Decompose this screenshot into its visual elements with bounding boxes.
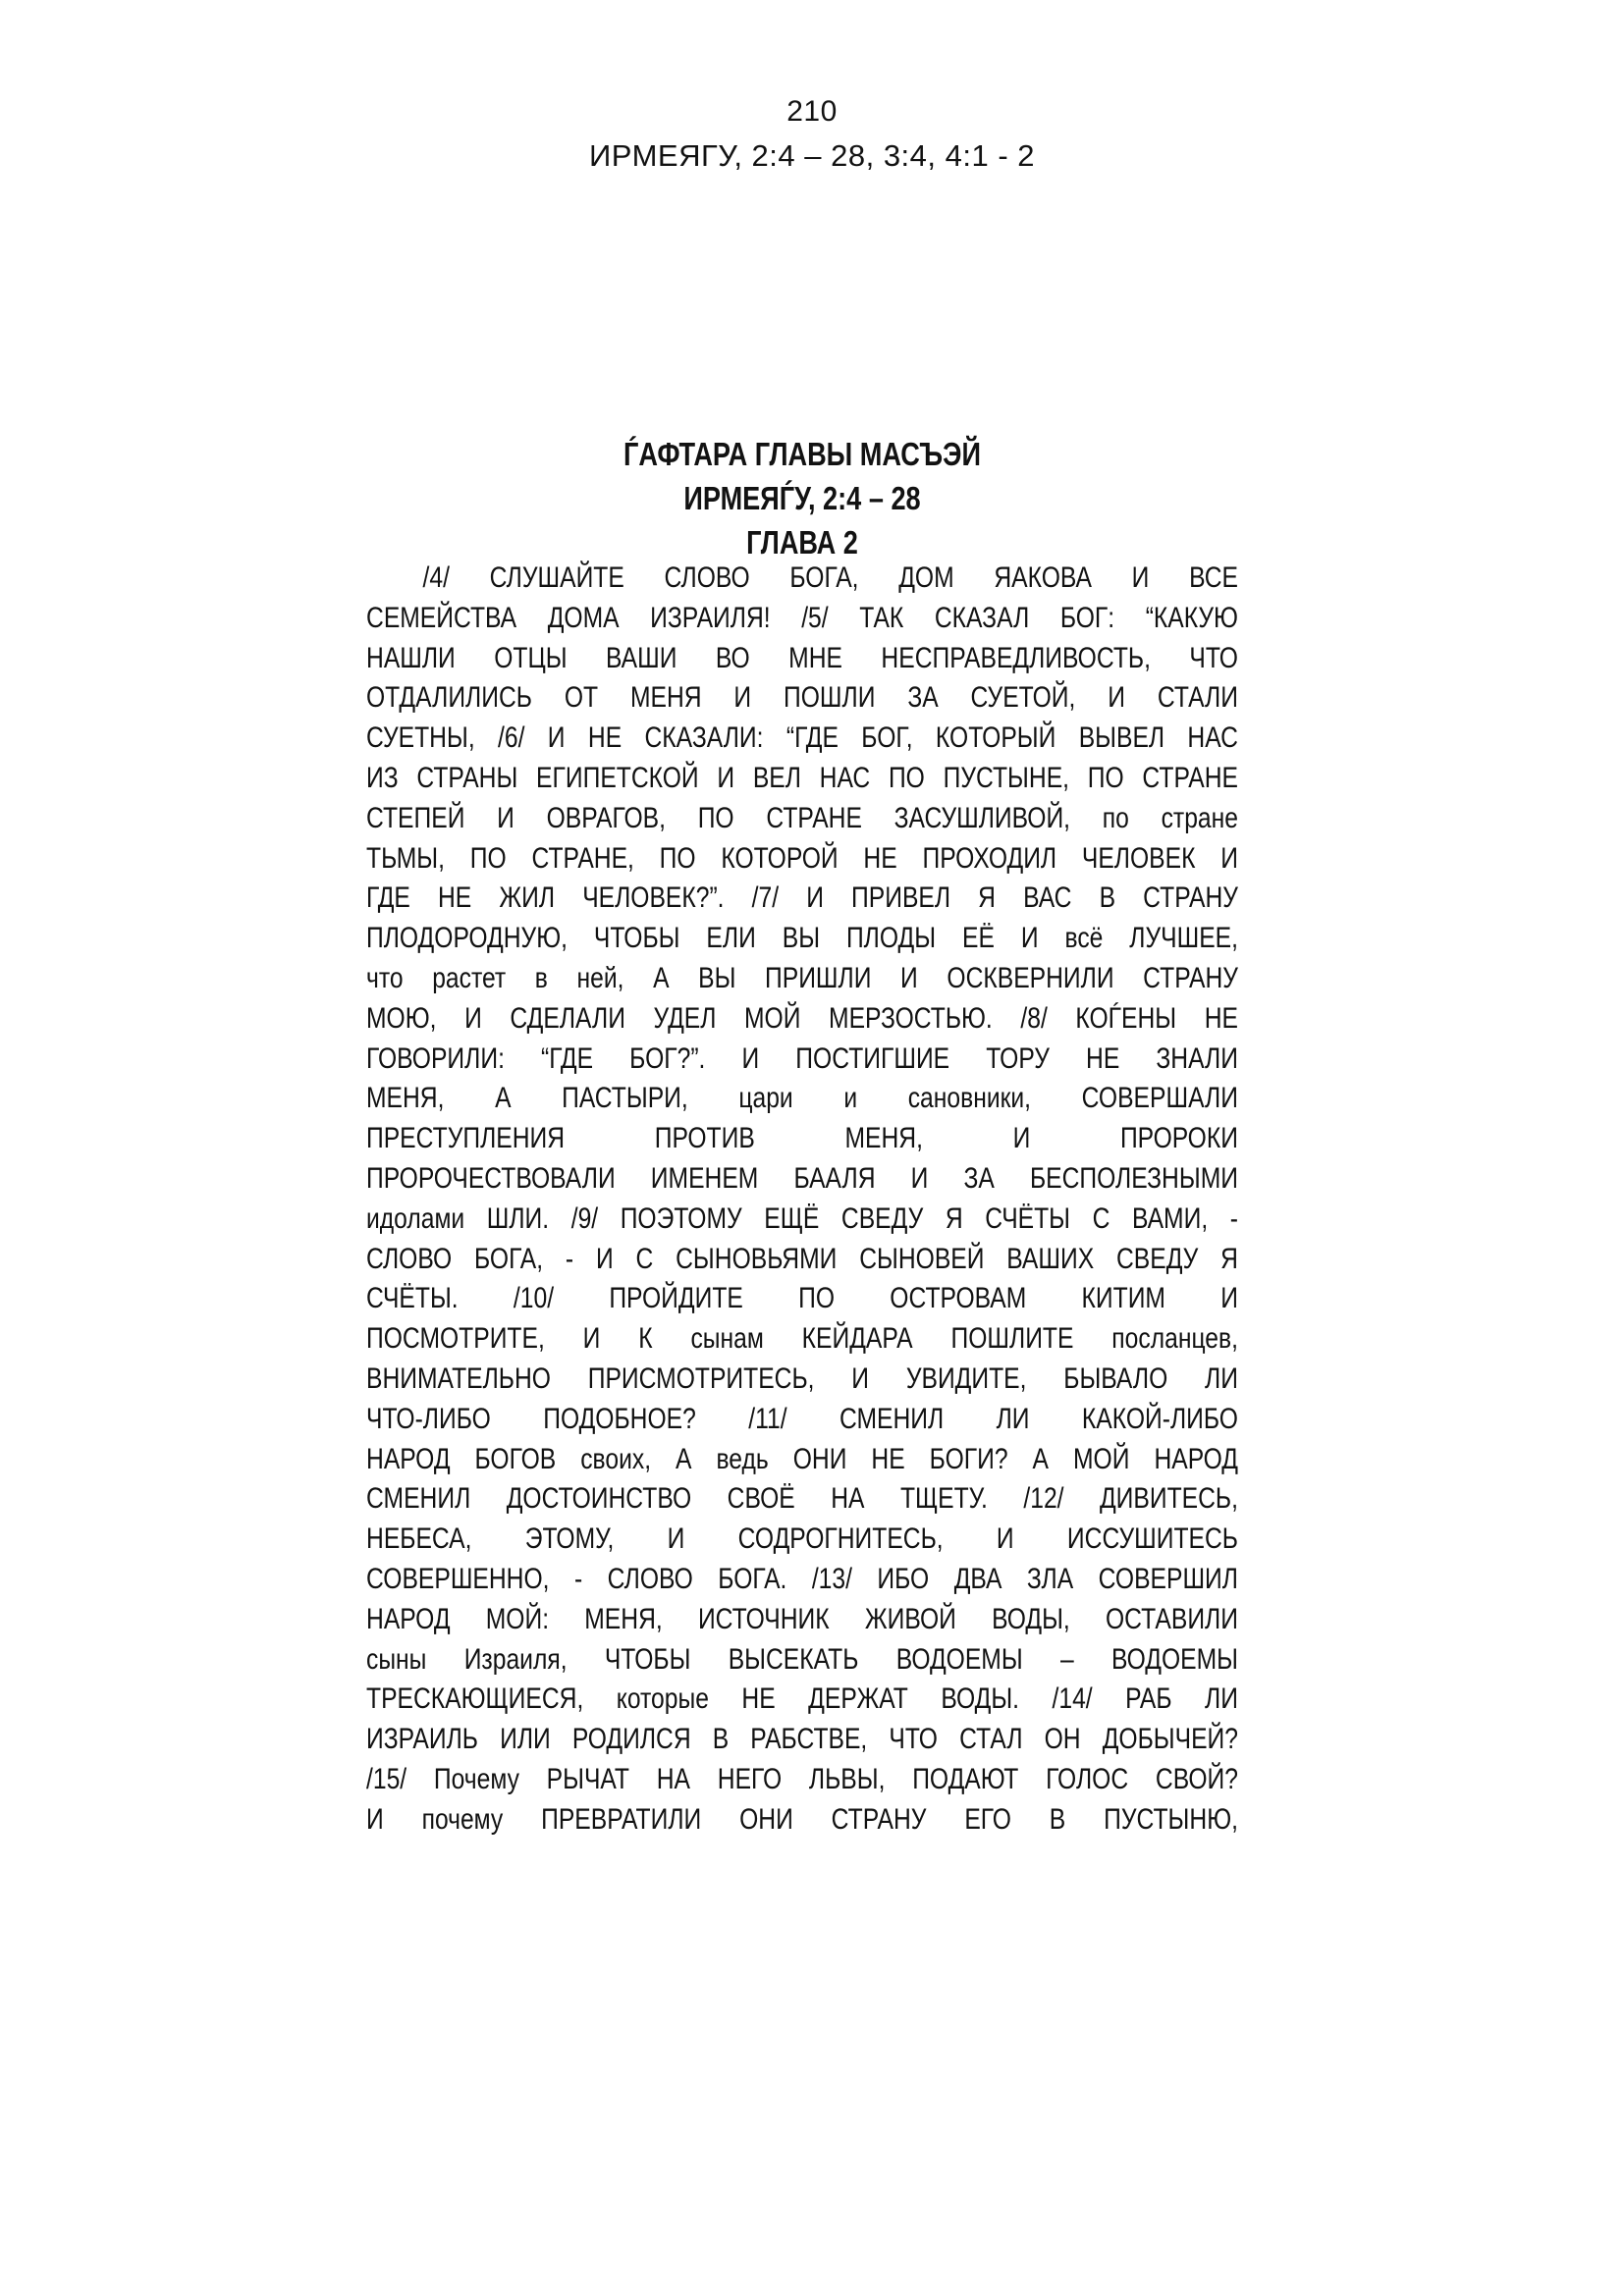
title-chapter-line: ГЛАВА 2 [746, 524, 858, 561]
text-line: /4/ СЛУШАЙТЕ СЛОВО БОГА, ДОМ ЯАКОВА И ВСЕ [422, 561, 1238, 594]
text-line: ПОСМОТРИТЕ, И К сынам КЕЙДАРА ПОШЛИТЕ посланцев, [366, 1322, 1238, 1356]
text-line: ЧТО-ЛИБО ПОДОБНОЕ? /11/ СМЕНИЛ ЛИ КАКОЙ-ЛИБО [366, 1402, 1238, 1435]
text-line: идолами ШЛИ. /9/ ПОЭТОМУ ЕЩЁ СВЕДУ Я СЧЁТЫ С ВАМИ, - [366, 1201, 1238, 1235]
text-line: ГДЕ НЕ ЖИЛ ЧЕЛОВЕК?”. /7/ И ПРИВЕЛ Я ВАС В СТРАНУ [366, 881, 1238, 915]
text-line: ОТДАЛИЛИСЬ ОТ МЕНЯ И ПОШЛИ ЗА СУЕТОЙ, И СТАЛИ [366, 681, 1238, 715]
text-line: НАШЛИ ОТЦЫ ВАШИ ВО МНЕ НЕСПРАВЕДЛИВОСТЬ, ЧТО [366, 641, 1238, 674]
text-line: НАРОД БОГОВ своих, А ведь ОНИ НЕ БОГИ? А МОЙ НАРОД [366, 1442, 1238, 1475]
text-line: сыны Израиля, ЧТОБЫ ВЫСЕКАТЬ ВОДОЕМЫ – ВОДОЕМЫ [366, 1642, 1238, 1676]
text-line: СУЕТНЫ, /6/ И НЕ СКАЗАЛИ: “ГДЕ БОГ, КОТОРЫЙ ВЫВЕЛ НАС [366, 721, 1238, 755]
page-number: 210 [786, 95, 838, 128]
text-line: СМЕНИЛ ДОСТОИНСТВО СВОЁ НА ТЩЕТУ. /12/ ДИВИТЕСЬ, [366, 1482, 1238, 1516]
text-line: ТЬМЫ, ПО СТРАНЕ, ПО КОТОРОЙ НЕ ПРОХОДИЛ ЧЕЛОВЕК И [366, 841, 1238, 875]
title-haftara-line: ЃАФТАРА ГЛАВЫ МАСЪЭЙ [623, 436, 981, 472]
body-text [366, 559, 1238, 1841]
text-line: /15/ Почему РЫЧАТ НА НЕГО ЛЬВЫ, ПОДАЮТ ГОЛОС СВОЙ? [366, 1762, 1238, 1795]
text-line: И почему ПРЕВРАТИЛИ ОНИ СТРАНУ ЕГО В ПУСТЫНЮ, [366, 1802, 1238, 1836]
text-line: МОЮ, И СДЕЛАЛИ УДЕЛ МОЙ МЕРЗОСТЬЮ. /8/ КОЃЕНЫ НЕ [366, 1001, 1238, 1035]
text-line: ПРОРОЧЕСТВОВАЛИ ИМЕНЕМ БААЛЯ И ЗА БЕСПОЛЕЗНЫМИ [366, 1161, 1238, 1195]
section-title [366, 432, 1238, 564]
text-line: ПЛОДОРОДНУЮ, ЧТОБЫ ЕЛИ ВЫ ПЛОДЫ ЕЁ И всё ЛУЧШЕЕ, [366, 922, 1238, 955]
text-line: СОВЕРШЕННО, - СЛОВО БОГА. /13/ ИБО ДВА ЗЛА СОВЕРШИЛ [366, 1562, 1238, 1595]
text-line: СТЕПЕЙ И ОВРАГОВ, ПО СТРАНЕ ЗАСУШЛИВОЙ, по стране [366, 801, 1238, 834]
text-line: ИЗРАИЛЬ ИЛИ РОДИЛСЯ В РАБСТВЕ, ЧТО СТАЛ ОН ДОБЫЧЕЙ? [366, 1723, 1238, 1756]
text-line: ВНИМАТЕЛЬНО ПРИСМОТРИТЕСЬ, И УВИДИТЕ, БЫВАЛО ЛИ [366, 1362, 1238, 1395]
text-line: ПРЕСТУПЛЕНИЯ ПРОТИВ МЕНЯ, И ПРОРОКИ [366, 1122, 1238, 1155]
text-line: ТРЕСКАЮЩИЕСЯ, которые НЕ ДЕРЖАТ ВОДЫ. /14/ РАБ ЛИ [366, 1682, 1238, 1716]
text-line: СЕМЕЙСТВА ДОМА ИЗРАИЛЯ! /5/ ТАК СКАЗАЛ БОГ: “КАКУЮ [366, 601, 1238, 634]
title-reference-line: ИРМЕЯЃУ, 2:4 – 28 [683, 480, 921, 516]
text-line: СЧЁТЫ. /10/ ПРОЙДИТЕ ПО ОСТРОВАМ КИТИМ И [366, 1282, 1238, 1315]
text-line: ИЗ СТРАНЫ ЕГИПЕТСКОЙ И ВЕЛ НАС ПО ПУСТЫНЕ, ПО СТРАНЕ [366, 761, 1238, 794]
text-line: ГОВОРИЛИ: “ГДЕ БОГ?”. И ПОСТИГШИЕ ТОРУ НЕ ЗНАЛИ [366, 1041, 1238, 1075]
running-header: ИРМЕЯГУ, 2:4 – 28, 3:4, 4:1 - 2 [588, 138, 1036, 173]
text-line: МЕНЯ, А ПАСТЫРИ, цари и сановники, СОВЕРШАЛИ [366, 1082, 1238, 1115]
text-line: НАРОД МОЙ: МЕНЯ, ИСТОЧНИК ЖИВОЙ ВОДЫ, ОСТАВИЛИ [366, 1602, 1238, 1635]
text-line: СЛОВО БОГА, - И С СЫНОВЬЯМИ СЫНОВЕЙ ВАШИХ СВЕДУ Я [366, 1242, 1238, 1275]
text-line: что растет в ней, А ВЫ ПРИШЛИ И ОСКВЕРНИЛИ СТРАНУ [366, 961, 1238, 994]
text-line: НЕБЕСА, ЭТОМУ, И СОДРОГНИТЕСЬ, И ИССУШИТЕСЬ [366, 1522, 1238, 1556]
